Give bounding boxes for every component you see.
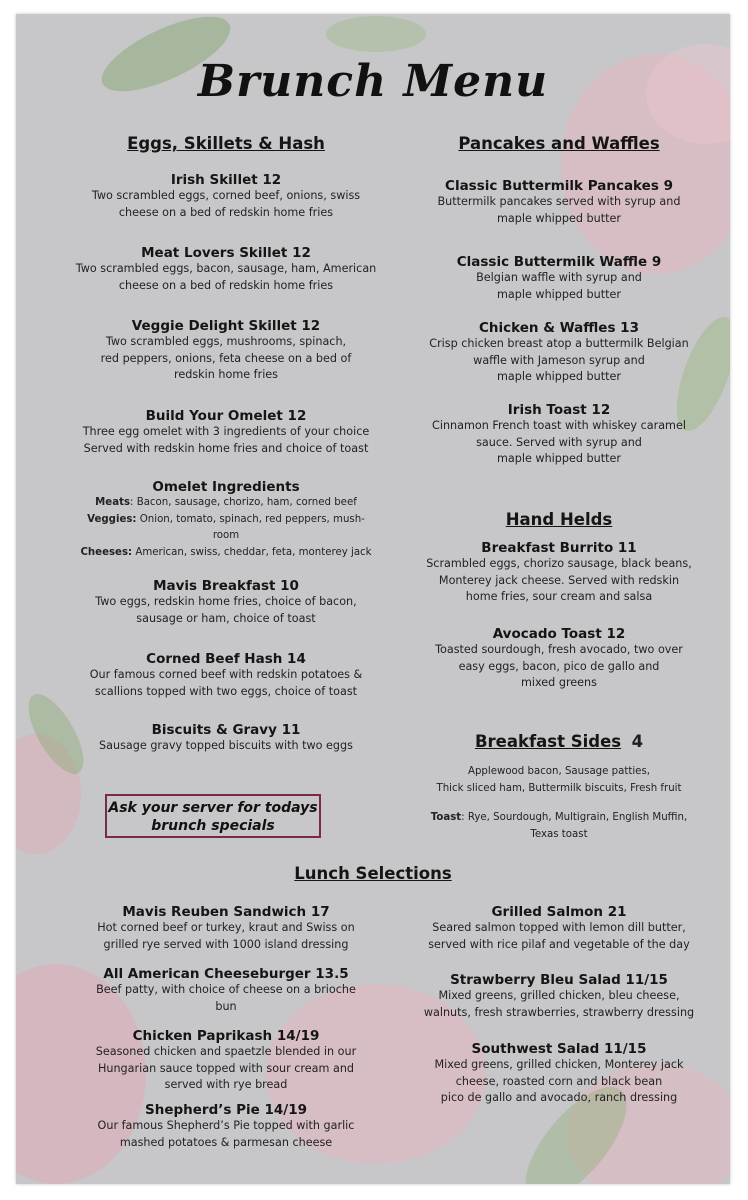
toast-label: Toast — [430, 812, 462, 823]
item-desc: Seasoned chicken and spaetzle blended in our — [95, 1045, 357, 1058]
item-desc: Mixed greens, grilled chicken, Monterey jack — [434, 1058, 684, 1071]
item-desc: red peppers, onions, feta cheese on a bed of — [100, 351, 352, 365]
menu-item — [48, 904, 404, 953]
item-name: Omelet Ingredients — [152, 479, 300, 495]
item-desc: Two eggs, redskin home fries, choice of bacon, — [95, 595, 357, 608]
menu-item — [394, 972, 724, 1021]
menu-item — [48, 1028, 404, 1094]
section-header: Hand Helds — [505, 510, 613, 529]
section-breakfast-sides — [394, 732, 724, 751]
item-name: Classic Buttermilk Pancakes 9 — [445, 178, 673, 194]
toast-options — [394, 810, 724, 843]
menu-item — [394, 402, 724, 468]
menu-item — [48, 172, 404, 221]
sides-price: 4 — [631, 732, 644, 751]
item-desc: cheese on a bed of redskin home fries — [118, 278, 334, 292]
item-name: Chicken & Waffles 13 — [479, 320, 639, 336]
item-name: Classic Buttermilk Waffle 9 — [456, 254, 662, 270]
item-desc: mixed greens — [521, 676, 597, 689]
item-name: Irish Toast 12 — [507, 402, 611, 418]
specials-callout — [105, 794, 321, 838]
item-name: Shepherd’s Pie 14/19 — [145, 1102, 307, 1118]
item-desc: Buttermilk pancakes served with syrup and — [437, 195, 681, 208]
ingredient-list: American, swiss, cheddar, feta, monterey jack — [135, 546, 372, 558]
item-desc: Sausage gravy topped biscuits with two eggs — [99, 739, 353, 752]
item-name: Corned Beef Hash 14 — [146, 651, 306, 667]
menu-item — [394, 626, 724, 692]
menu-item — [394, 178, 724, 227]
item-desc: Beef patty, with choice of cheese on a brioche — [96, 983, 356, 996]
item-desc: served with rye bread — [164, 1078, 288, 1091]
menu-item — [48, 318, 404, 384]
item-desc: sausage or ham, choice of toast — [136, 611, 316, 625]
menu-item — [394, 540, 724, 606]
menu-title: Brunch Menu — [197, 56, 549, 107]
sides-line: Thick sliced ham, Buttermilk biscuits, Fresh fruit — [436, 782, 682, 794]
item-desc: walnuts, fresh strawberries, strawberry dressing — [423, 1005, 695, 1019]
menu-page — [16, 14, 730, 1184]
menu-item — [48, 966, 404, 1015]
item-desc: cheese on a bed of redskin home fries — [118, 205, 334, 219]
specials-line: brunch specials — [151, 818, 275, 834]
section-header: Breakfast Sides — [474, 732, 622, 751]
item-name: Irish Skillet 12 — [170, 172, 282, 188]
specials-line: Ask your server for todays — [108, 800, 318, 816]
item-desc: redskin home fries — [173, 368, 279, 381]
item-desc: Belgian waffle with syrup and — [476, 271, 642, 284]
item-name: Biscuits & Gravy 11 — [151, 722, 301, 738]
menu-item — [394, 254, 724, 303]
item-name: Chicken Paprikash 14/19 — [132, 1028, 320, 1044]
toast-line: Toast: Rye, Sourdough, Multigrain, English Muffin, — [430, 812, 688, 823]
item-desc: pico de gallo and avocado, ranch dressing — [440, 1091, 678, 1104]
item-desc: Our famous corned beef with redskin potatoes & — [89, 668, 363, 681]
menu-item — [48, 578, 404, 627]
item-desc: Two scrambled eggs, mushrooms, spinach, — [105, 335, 347, 348]
section-eggs-skillets-hash — [48, 134, 404, 153]
item-desc: Our famous Shepherd’s Pie topped with garlic — [97, 1119, 355, 1132]
item-desc: Three egg omelet with 3 ingredients of your choice — [82, 425, 370, 438]
menu-item — [48, 1102, 404, 1151]
menu-item — [48, 651, 404, 700]
item-desc: sauce. Served with syrup and — [476, 435, 642, 449]
sides-list — [394, 764, 724, 797]
item-desc: Monterey jack cheese. Served with redskin — [438, 573, 680, 587]
ingredient-meats: Meats: Bacon, sausage, chorizo, ham, corned beef — [95, 497, 357, 508]
section-lunch-selections — [16, 864, 730, 883]
item-desc: Seared salmon topped with lemon dill butter, — [432, 921, 686, 934]
sides-heading — [394, 732, 724, 751]
section-pancakes-waffles — [394, 134, 724, 153]
item-desc: Mixed greens, grilled chicken, bleu cheese, — [438, 989, 680, 1002]
item-desc: Scrambled eggs, chorizo sausage, black beans, — [426, 557, 692, 570]
item-desc: mashed potatoes & parmesan cheese — [119, 1135, 333, 1149]
item-desc: Two scrambled eggs, corned beef, onions, swiss — [91, 189, 361, 202]
item-desc: maple whipped butter — [497, 370, 621, 383]
item-name: Strawberry Bleu Salad 11/15 — [450, 972, 668, 988]
item-name: Meat Lovers Skillet 12 — [141, 245, 311, 261]
ingredient-veggies — [48, 512, 404, 529]
item-desc: served with rice pilaf and vegetable of the day — [428, 937, 690, 951]
ingredient-label: Meats — [95, 497, 131, 508]
item-desc: scallions topped with two eggs, choice of toast — [94, 684, 358, 698]
section-header: Lunch Selections — [294, 864, 452, 883]
menu-item — [394, 904, 724, 953]
ingredient-label: Cheeses: — [80, 546, 133, 558]
item-name: Avocado Toast 12 — [492, 626, 626, 642]
item-desc: Served with redskin home fries and choice of toast — [83, 441, 369, 455]
item-desc: Cinnamon French toast with whiskey caramel — [432, 419, 686, 432]
item-desc: maple whipped butter — [497, 452, 621, 465]
item-name: Build Your Omelet 12 — [145, 408, 307, 424]
ingredient-veggies-cont: room — [212, 530, 240, 541]
item-desc: Crisp chicken breast atop a buttermilk Belgian — [429, 337, 689, 350]
item-desc: home fries, sour cream and salsa — [465, 590, 653, 603]
menu-item — [394, 320, 724, 386]
item-desc: easy eggs, bacon, pico de gallo and — [458, 659, 660, 673]
item-desc: Two scrambled eggs, bacon, sausage, ham, American — [75, 262, 377, 275]
item-desc: waffle with Jameson syrup and — [473, 353, 645, 367]
menu-item — [48, 245, 404, 294]
item-desc: grilled rye served with 1000 island dressing — [103, 937, 349, 951]
item-name: Grilled Salmon 21 — [491, 904, 627, 920]
item-name: Southwest Salad 11/15 — [471, 1041, 647, 1057]
item-desc: Toasted sourdough, fresh avocado, two over — [435, 643, 683, 656]
item-desc: maple whipped butter — [497, 211, 621, 225]
item-desc: Hungarian sauce topped with sour cream and — [97, 1061, 355, 1075]
menu-item — [394, 1041, 724, 1107]
section-header: Pancakes and Waffles — [458, 134, 660, 153]
item-name: Mavis Breakfast 10 — [153, 578, 299, 594]
toast-list: Rye, Sourdough, Multigrain, English Muffin, — [467, 812, 688, 823]
item-name: Mavis Reuben Sandwich 17 — [122, 904, 330, 920]
menu-item — [48, 408, 404, 457]
omelet-ingredients — [48, 479, 404, 561]
ingredient-label: Veggies: — [87, 513, 137, 525]
ingredient-cheeses — [48, 545, 404, 562]
ingredient-list: Bacon, sausage, chorizo, ham, corned beef — [136, 497, 357, 508]
section-hand-helds — [394, 510, 724, 529]
item-desc: cheese, roasted corn and black bean — [455, 1074, 663, 1088]
item-name: Breakfast Burrito 11 — [481, 540, 637, 556]
menu-item — [48, 722, 404, 755]
item-name: All American Cheeseburger 13.5 — [103, 966, 349, 982]
item-desc: bun — [215, 999, 237, 1013]
sides-line: Applewood bacon, Sausage patties, — [467, 766, 650, 777]
item-desc: maple whipped butter — [497, 287, 621, 301]
section-header: Eggs, Skillets & Hash — [127, 134, 325, 153]
item-desc: Hot corned beef or turkey, kraut and Swiss on — [97, 921, 355, 934]
item-name: Veggie Delight Skillet 12 — [131, 318, 321, 334]
ingredient-list: Onion, tomato, spinach, red peppers, mush- — [139, 513, 365, 525]
toast-line: Texas toast — [530, 828, 588, 840]
